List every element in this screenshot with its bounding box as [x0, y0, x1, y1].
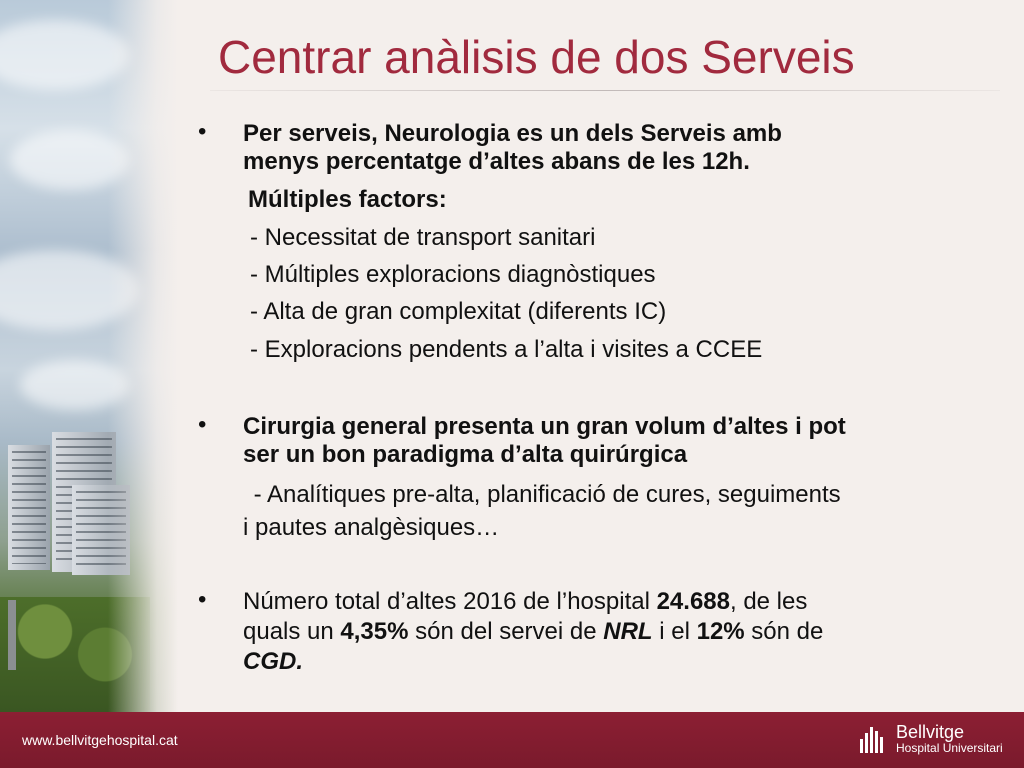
bullet-marker: • [198, 411, 207, 438]
bullet3-line1 [243, 588, 807, 616]
factor-item: - Múltiples exploracions diagnòstiques [250, 261, 656, 288]
bullet3-text: quals un [243, 618, 341, 645]
factor-item: - Necessitat de transport sanitari [250, 224, 596, 251]
bullet3-text: , de les [729, 588, 808, 615]
factor-item: - Exploracions pendents a l’alta i visites a CCEE [250, 336, 763, 363]
logo-subtitle: Hospital Universitari [896, 741, 1003, 755]
bullet2-detail-line1: - Analítiques pre-alta, planificació de cures, seguiments [247, 481, 841, 508]
bullet-marker: • [198, 586, 207, 613]
bullet2-detail-line2: i pautes analgèsiques… [243, 514, 500, 541]
bullet3-line2 [243, 618, 823, 646]
factors-heading: Múltiples factors: [248, 186, 447, 213]
bellvitge-logo-icon [860, 727, 888, 753]
bullet1-line2: menys percentatge d’altes abans de les 12h. [243, 148, 750, 175]
bullet2-line1: Cirurgia general presenta un gran volum d’altes i pot [243, 413, 846, 440]
factor-item: - Alta de gran complexitat (diferents IC) [250, 298, 667, 325]
logo-name: Bellvitge [896, 722, 965, 742]
total-discharges: 24.688 [656, 588, 730, 615]
nrl-label: NRL [603, 618, 653, 645]
cgd-percentage: 12% [696, 618, 745, 645]
bullet2-line2: ser un bon paradigma d’alta quirúrgica [243, 441, 688, 468]
nrl-percentage: 4,35% [340, 618, 409, 645]
slide-title: Centrar anàlisis de dos Serveis [218, 31, 855, 83]
bullet3-text: i el [652, 618, 697, 645]
bullet3-text: són del servei de [408, 618, 604, 645]
website-link[interactable]: www.bellvitgehospital.cat [22, 732, 178, 748]
bullet-marker: • [198, 118, 207, 145]
cgd-label: CGD. [243, 648, 303, 675]
bullet3-text: Número total d’altes 2016 de l’hospital [243, 588, 657, 615]
bullet3-text: són de [744, 618, 824, 645]
bullet1-line1: Per serveis, Neurologia es un dels Serveis amb [243, 120, 782, 147]
